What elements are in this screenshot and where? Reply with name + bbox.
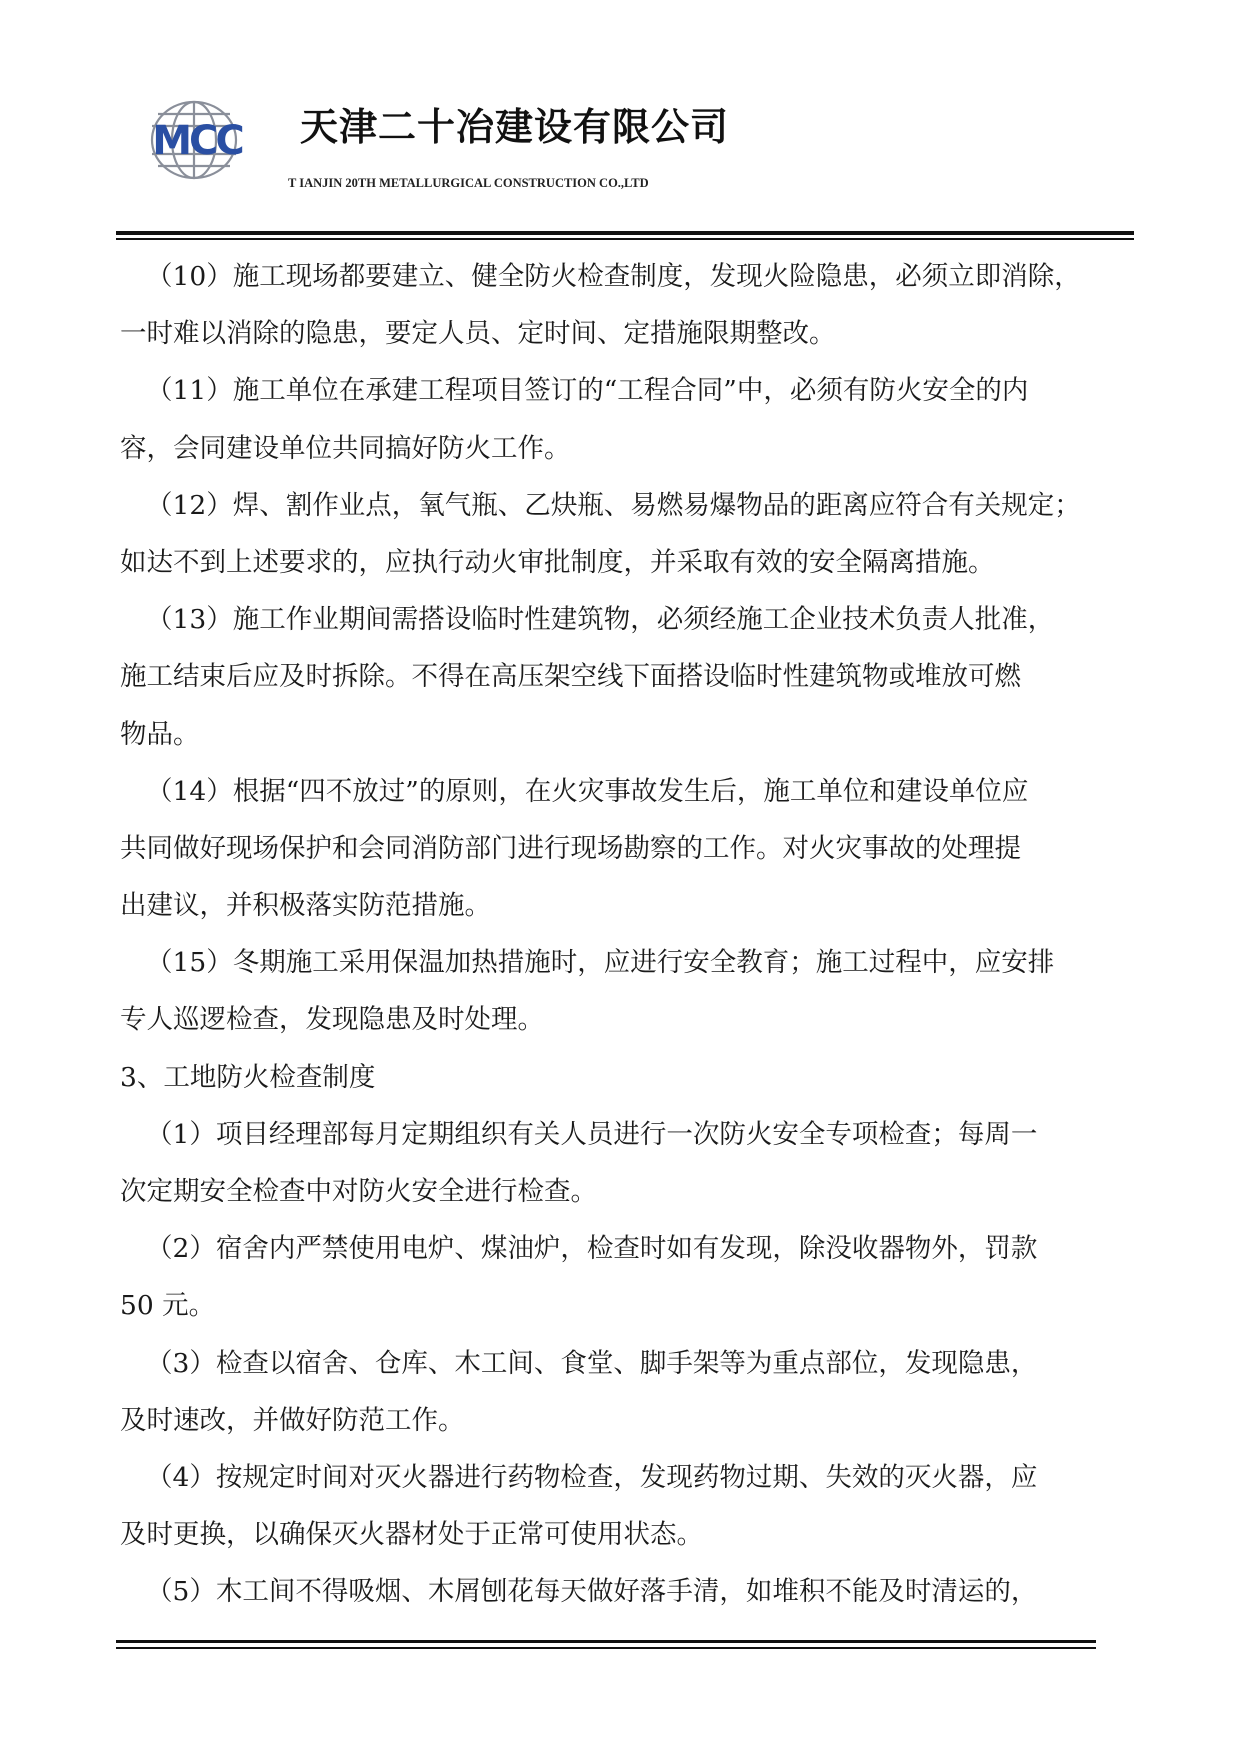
text-line: （10）施工现场都要建立、健全防火检查制度，发现火险隐患，必须立即消除， [146,261,1081,292]
text-line: 如达不到上述要求的，应执行动火审批制度，并采取有效的安全隔离措施。 [120,546,995,578]
text-line: 一时难以消除的隐患，要定人员、定时间、定措施限期整改。 [120,318,836,350]
section-heading: 3、工地防火检查制度 [120,1061,376,1093]
text-line: 及时更换，以确保灭火器材处于正常可使用状态。 [120,1519,703,1551]
text-line: 次定期安全检查中对防火安全进行检查。 [120,1176,597,1207]
company-name-english: T IANJIN 20TH METALLURGICAL CONSTRUCTION CO.,LTD [288,176,649,190]
text-line: 及时速改，并做好防范工作。 [120,1404,465,1436]
text-line: 50 元。 [120,1290,216,1322]
text-line: （4）按规定时间对灭火器进行药物检查，发现药物过期、失效的灭火器，应 [146,1461,1038,1493]
text-line: （15）冬期施工采用保温加热措施时，应进行安全教育；施工过程中，应安排 [146,947,1055,979]
text-line: 共同做好现场保护和会同消防部门进行现场勘察的工作。对火灾事故的处理提 [120,832,1021,864]
text-line: 施工结束后应及时拆除。不得在高压架空线下面搭设临时性建筑物或堆放可燃 [120,661,1021,693]
footer-rule-thin [116,1647,1096,1649]
letterhead [0,0,1241,240]
text-line: （12）焊、割作业点，氧气瓶、乙炔瓶、易燃易爆物品的距离应符合有关规定； [146,489,1081,521]
text-line: （13）施工作业期间需搭设临时性建筑物，必须经施工企业技术负责人批准， [146,604,1055,636]
footer-rule-thick [116,1640,1096,1643]
header-rule-thick [116,231,1134,235]
text-line: （1）项目经理部每月定期组织有关人员进行一次防火安全专项检查；每周一 [146,1118,1038,1150]
text-line: （2）宿舍内严禁使用电炉、煤油炉，检查时如有发现，除没收器物外，罚款 [146,1233,1038,1265]
mcc-logo-icon [122,96,272,186]
header-rule-thin [116,238,1134,240]
document-body [120,248,1132,1621]
text-line: （5）木工间不得吸烟、木屑刨花每天做好落手清，如堆积不能及时清运的， [146,1576,1038,1608]
text-line: 物品。 [120,718,200,750]
logo-text: MCC [152,118,242,164]
text-line: 专人巡逻检查，发现隐患及时处理。 [120,1004,544,1036]
text-line: （11）施工单位在承建工程项目签订的“工程合同”中，必须有防火安全的内 [146,375,1029,407]
text-line: 容，会同建设单位共同搞好防火工作。 [120,432,571,464]
company-name: 天津二十冶建设有限公司 [300,105,730,149]
text-line: （3）检查以宿舍、仓库、木工间、食堂、脚手架等为重点部位，发现隐患， [146,1347,1038,1379]
text-line: （14）根据“四不放过”的原则，在火灾事故发生后，施工单位和建设单位应 [146,775,1029,807]
text-line: 出建议，并积极落实防范措施。 [120,890,491,922]
